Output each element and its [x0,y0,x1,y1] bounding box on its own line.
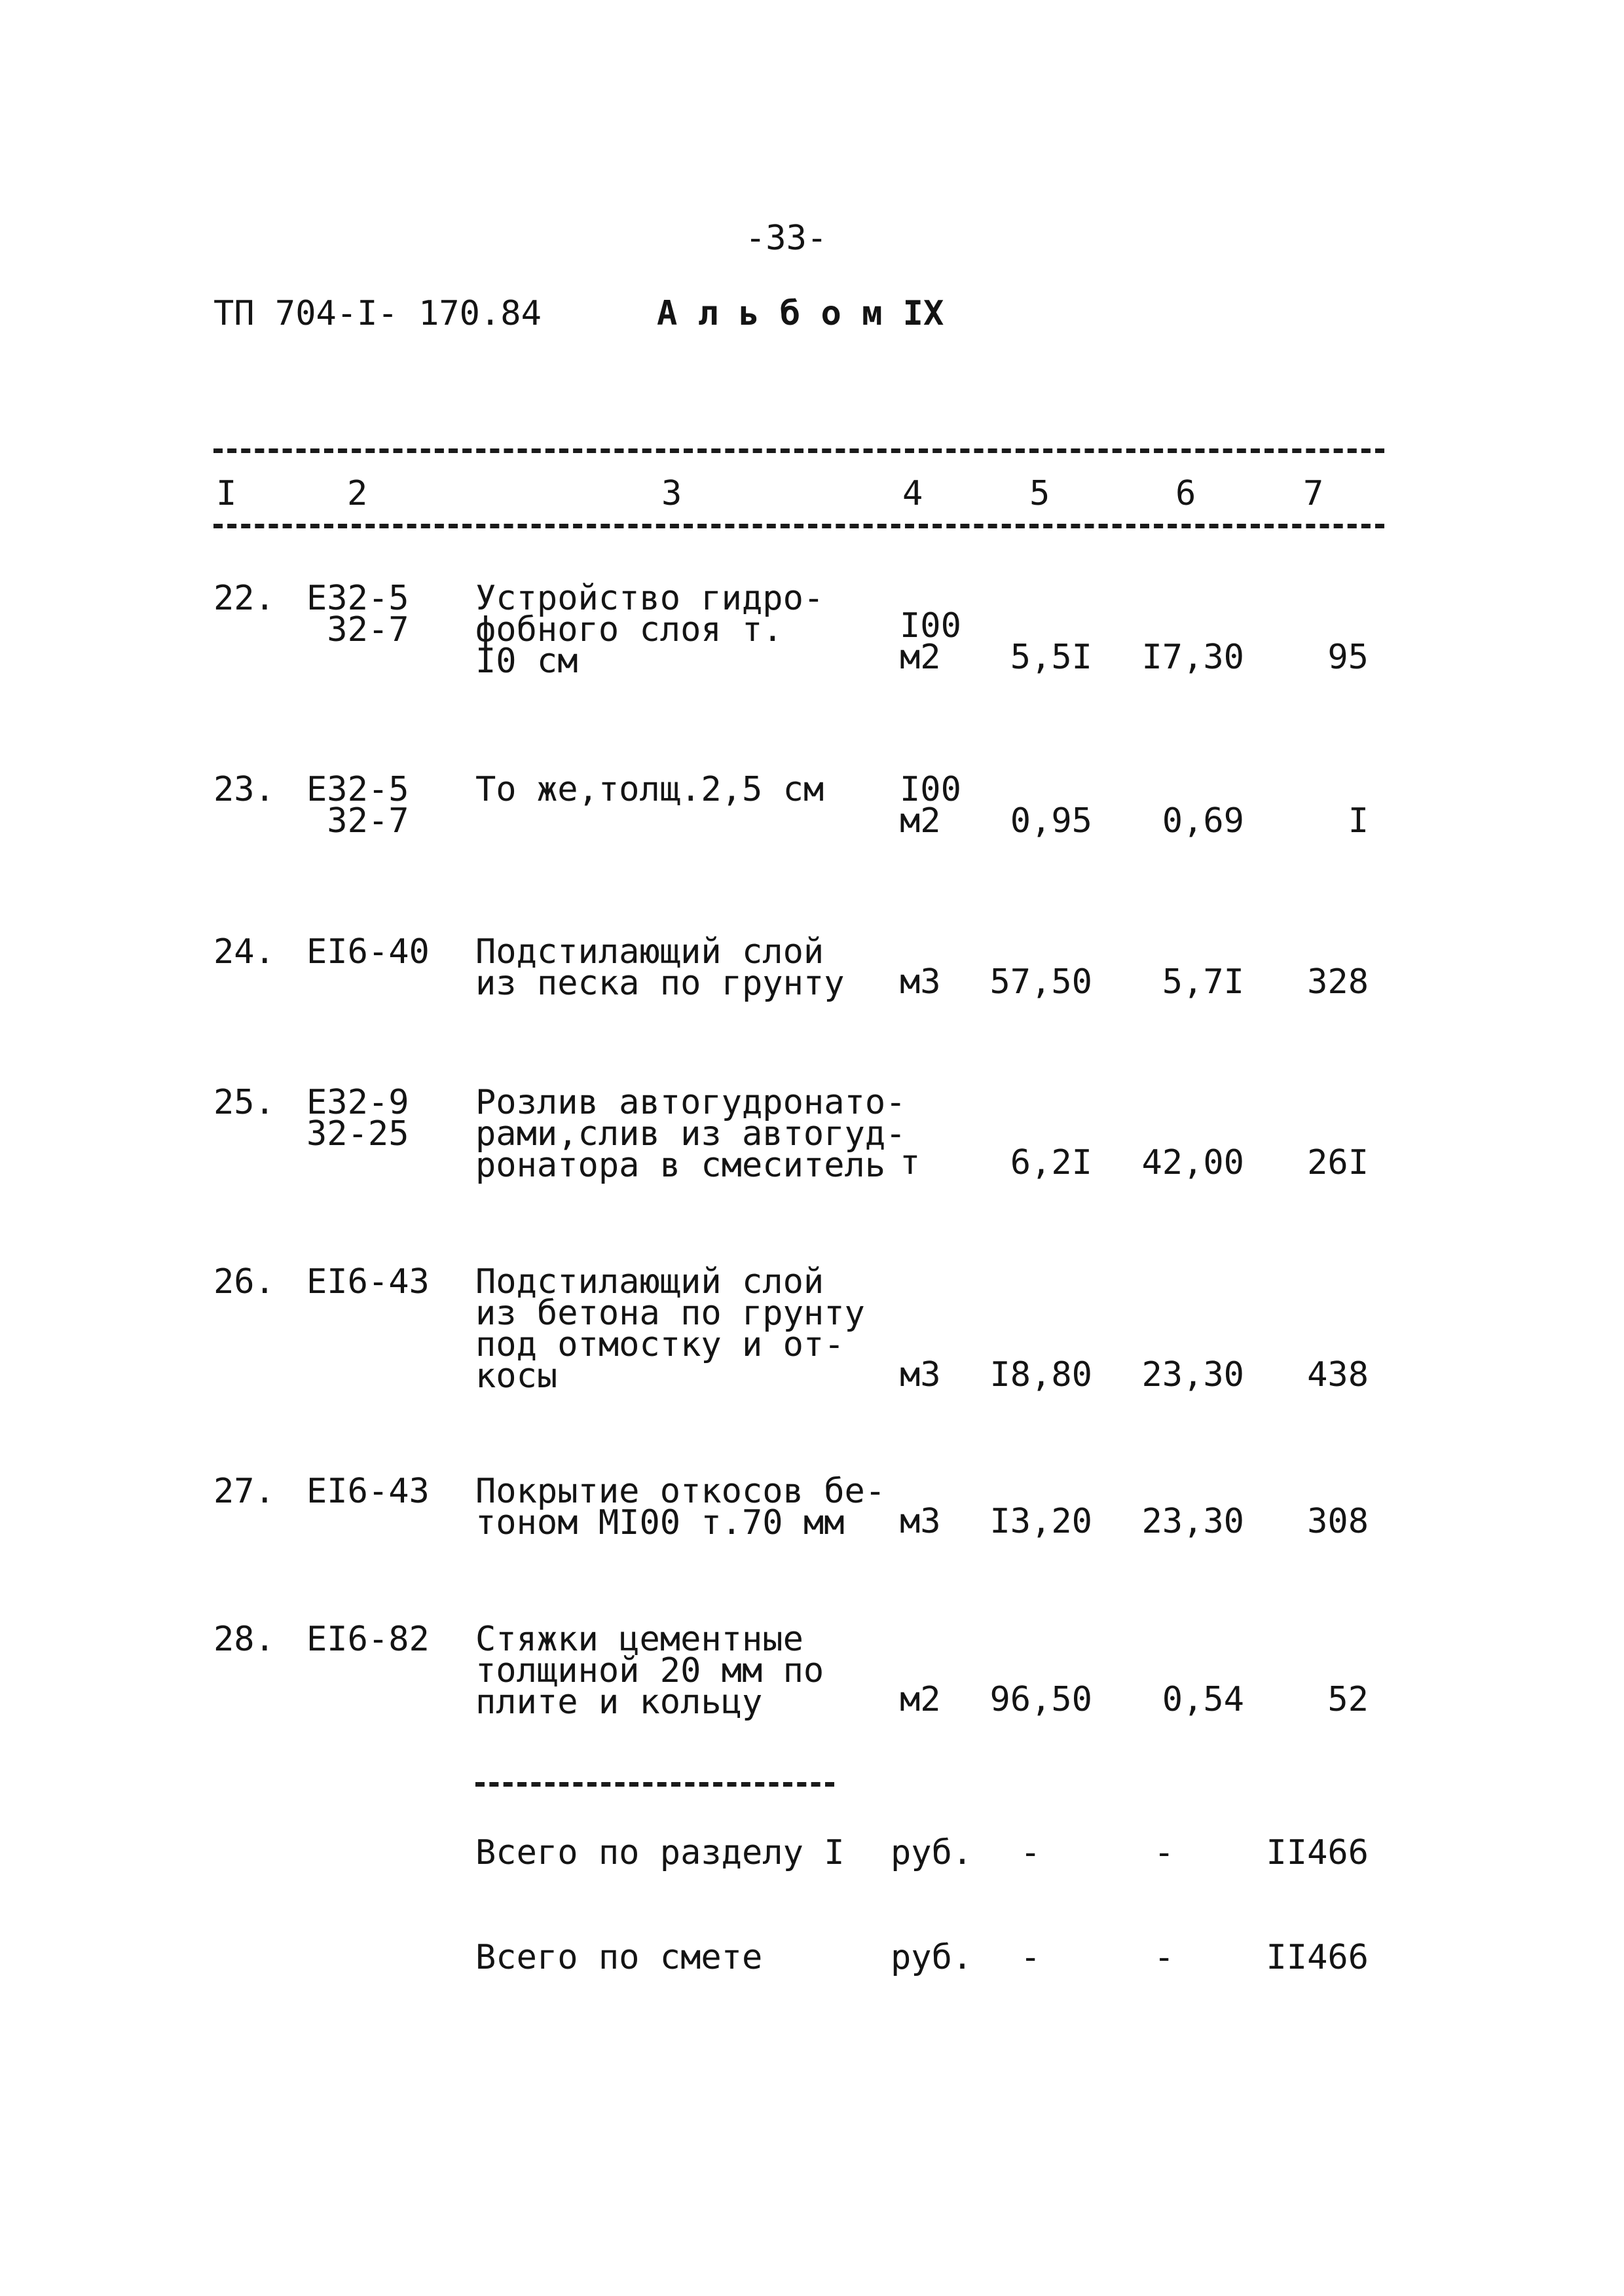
unit: м3 [900,1355,941,1394]
work-description: Розлив автогудронато- рами,слив из автогуд- ронатора в смеситель [475,1083,906,1185]
header-rule-bottom [213,524,1384,528]
total-cost: II466 [1266,1833,1369,1872]
total-cost: 52 [1327,1680,1369,1719]
total-label: Всего по разделу I [475,1833,845,1872]
quantity: 5,5I [1010,638,1092,677]
total-quantity: - [1020,1833,1041,1872]
header-rule-top [213,448,1384,453]
work-description: Подстилающий слой из бетона по грунту под отмостку и от- косы [475,1262,865,1396]
total-unit: руб. [891,1833,973,1872]
col-header-1: I [216,474,237,513]
norm-code: ЕI6-82 [306,1620,430,1659]
unit-price: 0,69 [1162,801,1244,841]
norm-code: ЕI6-43 [306,1262,430,1302]
unit-price: 42,00 [1141,1143,1244,1182]
unit-price: 23,30 [1141,1355,1244,1394]
norm-code: Е32-9 32-25 [306,1083,409,1154]
total-cost: 438 [1307,1355,1369,1394]
work-description: То же,толщ.2,5 см [475,770,824,809]
total-cost: 308 [1307,1502,1369,1541]
total-cost: I [1348,801,1369,841]
total-quantity: - [1020,1938,1041,1977]
total-cost: II466 [1266,1938,1369,1977]
quantity: 96,50 [989,1680,1092,1719]
unit: м3 [900,1502,941,1541]
quantity: 0,95 [1010,801,1092,841]
work-description: Стяжки цементные толщиной 20 мм по плите и кольцу [475,1620,824,1722]
col-header-4: 4 [902,474,923,513]
row-number: 23. [213,770,275,809]
total-cost: 95 [1327,638,1369,677]
unit-price: 5,7I [1162,962,1244,1002]
document-code: ТП 704-I- 170.84 [213,294,542,333]
unit: м3 [900,962,941,1002]
norm-code: Е32-5 32-7 [306,770,409,841]
quantity: 57,50 [989,962,1092,1002]
total-cost: 328 [1307,962,1369,1002]
unit: I00 м2 [900,606,961,677]
total-unit: руб. [891,1938,973,1977]
norm-code: ЕI6-43 [306,1472,430,1511]
unit: м2 [900,1680,941,1719]
col-header-2: 2 [347,474,368,513]
col-header-6: 6 [1175,474,1196,513]
quantity: 6,2I [1010,1143,1092,1182]
col-header-5: 5 [1029,474,1050,513]
col-header-7: 7 [1303,474,1324,513]
row-number: 26. [213,1262,275,1302]
total-label: Всего по смете [475,1938,763,1977]
row-number: 24. [213,932,275,972]
work-description: Устройство гидро- фобного слоя т. I0 см [475,579,824,681]
quantity: I3,20 [989,1502,1092,1541]
totals-separator [475,1782,834,1787]
total-price: - [1154,1833,1175,1872]
total-cost: 26I [1307,1143,1369,1182]
unit-price: I7,30 [1141,638,1244,677]
norm-code: ЕI6-40 [306,932,430,972]
total-price: - [1154,1938,1175,1977]
work-description: Покрытие откосов бе- тоном МI00 т.70 мм [475,1472,886,1542]
album-title: А л ь б о м IX [657,294,944,333]
work-description: Подстилающий слой из песка по грунту [475,932,845,1003]
page-number: -33- [745,219,828,258]
row-number: 25. [213,1083,275,1122]
unit-price: 0,54 [1162,1680,1244,1719]
col-header-3: 3 [661,474,682,513]
unit-price: 23,30 [1141,1502,1244,1541]
row-number: 27. [213,1472,275,1511]
unit: т [900,1143,921,1182]
unit: I00 м2 [900,770,961,841]
row-number: 22. [213,579,275,618]
row-number: 28. [213,1620,275,1659]
norm-code: Е32-5 32-7 [306,579,409,649]
quantity: I8,80 [989,1355,1092,1394]
